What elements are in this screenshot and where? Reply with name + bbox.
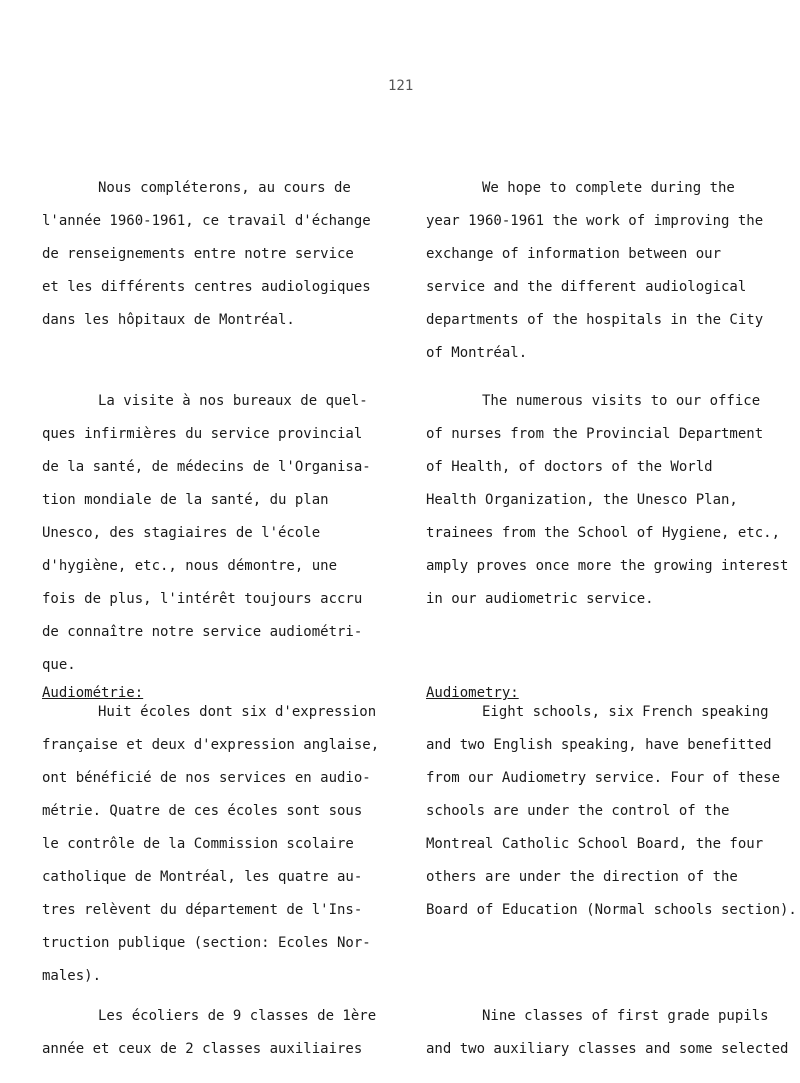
- text-line: fois de plus, l'intérêt toujours accru: [42, 591, 363, 607]
- text-line: males).: [42, 968, 102, 984]
- text-line: of Health, of doctors of the World: [426, 459, 713, 475]
- text-line: ques infirmières du service provincial: [42, 426, 363, 442]
- text-line: année et ceux de 2 classes auxiliaires: [42, 1041, 363, 1057]
- text-line: tres relèvent du département de l'Ins-: [42, 902, 363, 918]
- french-paragraph-1: [42, 172, 382, 337]
- section-heading: Audiométrie:: [42, 685, 144, 701]
- text-line: Unesco, des stagiaires de l'école: [42, 525, 321, 541]
- text-line: et les différents centres audiologiques: [42, 279, 371, 295]
- text-line: Health Organization, the Unesco Plan,: [426, 492, 738, 508]
- text-line: Board of Education (Normal schools section).: [426, 902, 797, 918]
- text-line: trainees from the School of Hygiene, etc.,: [426, 525, 781, 541]
- french-paragraph-3: [42, 696, 382, 993]
- text-line: le contrôle de la Commission scolaire: [42, 836, 354, 852]
- text-line: d'hygiène, etc., nous démontre, une: [42, 558, 338, 574]
- english-paragraph-1: [426, 172, 766, 370]
- english-paragraph-2: [426, 385, 789, 616]
- text-line: tion mondiale de la santé, du plan: [42, 492, 329, 508]
- text-line: in our audiometric service.: [426, 591, 654, 607]
- text-line: Huit écoles dont six d'expression: [98, 704, 377, 720]
- text-line: schools are under the control of the: [426, 803, 730, 819]
- text-line: de la santé, de médecins de l'Organisa-: [42, 459, 371, 475]
- text-line: service and the different audiological: [426, 279, 747, 295]
- text-line: dans les hôpitaux de Montréal.: [42, 312, 295, 328]
- text-line: catholique de Montréal, les quatre au-: [42, 869, 363, 885]
- text-line: year 1960-1961 the work of improving the: [426, 213, 764, 229]
- page-number: 121: [388, 78, 414, 94]
- text-line: de renseignements entre notre service: [42, 246, 354, 262]
- text-line: of Montréal.: [426, 345, 528, 361]
- text-line: and two English speaking, have benefitted: [426, 737, 772, 753]
- text-line: We hope to complete during the: [482, 180, 735, 196]
- text-line: Nous compléterons, au cours de: [98, 180, 351, 196]
- french-paragraph-4: [42, 1000, 382, 1066]
- text-line: others are under the direction of the: [426, 869, 738, 885]
- text-line: Les écoliers de 9 classes de 1ère: [98, 1008, 377, 1024]
- text-line: de connaître notre service audiométri-: [42, 624, 363, 640]
- text-line: Eight schools, six French speaking: [482, 704, 769, 720]
- english-paragraph-3: [426, 696, 797, 927]
- text-line: que.: [42, 657, 76, 673]
- text-line: Montreal Catholic School Board, the four: [426, 836, 764, 852]
- text-line: of nurses from the Provincial Department: [426, 426, 764, 442]
- text-line: l'année 1960-1961, ce travail d'échange: [42, 213, 371, 229]
- text-line: and two auxiliary classes and some selected: [426, 1041, 789, 1057]
- text-line: française et deux d'expression anglaise,: [42, 737, 380, 753]
- text-line: departments of the hospitals in the City: [426, 312, 764, 328]
- text-line: métrie. Quatre de ces écoles sont sous: [42, 803, 363, 819]
- text-line: La visite à nos bureaux de quel-: [98, 393, 368, 409]
- text-line: The numerous visits to our office: [482, 393, 761, 409]
- section-heading: Audiometry:: [426, 685, 519, 701]
- text-line: Nine classes of first grade pupils: [482, 1008, 769, 1024]
- french-paragraph-2: [42, 385, 382, 682]
- text-line: truction publique (section: Ecoles Nor-: [42, 935, 371, 951]
- text-line: exchange of information between our: [426, 246, 722, 262]
- english-paragraph-4: [426, 1000, 789, 1066]
- text-line: amply proves once more the growing interest: [426, 558, 789, 574]
- text-line: ont bénéficié de nos services en audio-: [42, 770, 371, 786]
- text-line: from our Audiometry service. Four of these: [426, 770, 781, 786]
